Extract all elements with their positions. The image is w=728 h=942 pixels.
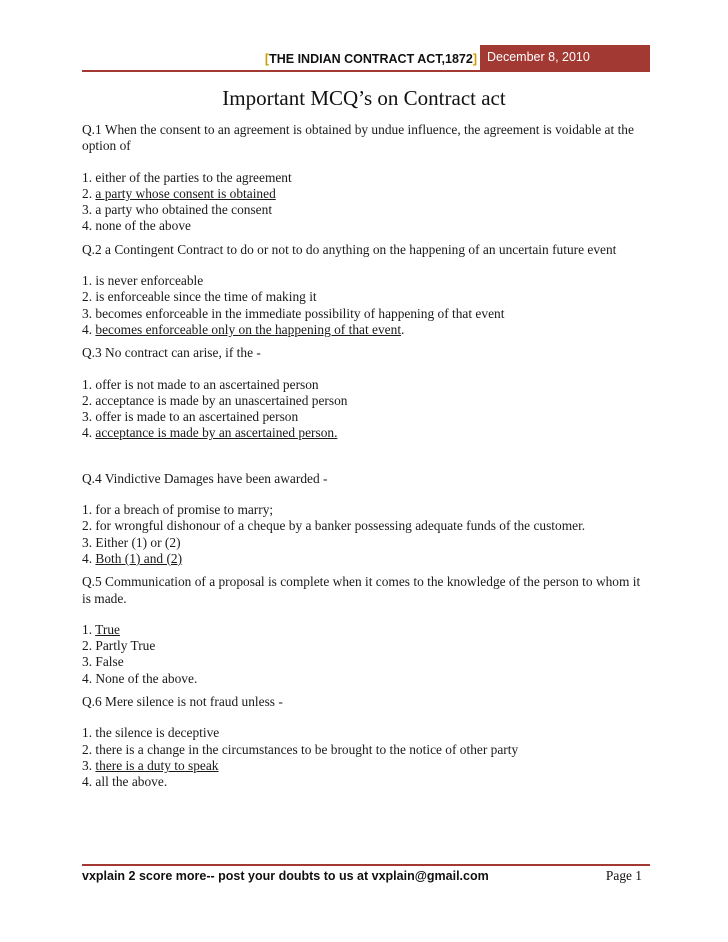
option-answer: 3. there is a duty to speak xyxy=(82,757,219,773)
question-4 xyxy=(82,471,647,567)
question-text: Q.4 Vindictive Damages have been awarded - xyxy=(82,470,328,486)
header-date: December 8, 2010 xyxy=(480,45,650,70)
question-text: Q.1 When the consent to an agreement is obtained by undue influence, the agreement is voidable at the option of xyxy=(82,122,634,154)
footer-rule xyxy=(82,864,650,866)
options-list xyxy=(82,377,647,442)
options-list xyxy=(82,170,647,235)
option: 3. becomes enforceable in the immediate possibility of happening of that event xyxy=(82,305,505,321)
option-answer: 4. Both (1) and (2) xyxy=(82,550,183,566)
header-bracket-close: ] xyxy=(472,52,477,66)
options-list xyxy=(82,725,647,790)
question-1 xyxy=(82,122,647,235)
options-list xyxy=(82,273,647,338)
page-title: Important MCQ’s on Contract act xyxy=(222,86,506,110)
option: 1. the silence is deceptive xyxy=(82,725,220,741)
page-number: Page 1 xyxy=(605,868,642,883)
answer-highlight: Both (1) and (2) xyxy=(95,550,183,566)
option: 3. False xyxy=(82,654,124,670)
option: 4. none of the above xyxy=(82,218,191,234)
option: 1. is never enforceable xyxy=(82,273,204,289)
option: 2. for wrongful dishonour of a cheque by a banker possessing adequate funds of the customer. xyxy=(82,518,586,534)
options-list xyxy=(82,622,647,687)
answer-highlight: there is a duty to speak xyxy=(95,757,219,773)
option: 2. there is a change in the circumstances to be brought to the notice of other party xyxy=(82,741,519,757)
option: 1. offer is not made to an ascertained person xyxy=(82,376,319,392)
answer-highlight: acceptance is made by an ascertained person. xyxy=(95,425,338,441)
answer-highlight: a party whose consent is obtained xyxy=(95,185,276,201)
question-5 xyxy=(82,574,647,687)
question-text: Q.5 Communication of a proposal is complete when it comes to the knowledge of the person to whom it is made. xyxy=(82,574,641,606)
option-answer: 2. a party whose consent is obtained xyxy=(82,185,276,201)
question-text: Q.3 No contract can arise, if the - xyxy=(82,345,261,361)
options-list xyxy=(82,502,647,567)
option: 2. Partly True xyxy=(82,638,156,654)
header-act-title-text: THE INDIAN CONTRACT ACT,1872 xyxy=(269,52,473,66)
footer-note: vxplain 2 score more-- post your doubts to us at vxplain@gmail.com xyxy=(82,869,489,883)
option: 4. None of the above. xyxy=(82,670,198,686)
question-text: Q.2 a Contingent Contract to do or not to do anything on the happening of an uncertain future event xyxy=(82,241,617,257)
option: 1. for a breach of promise to marry; xyxy=(82,502,274,518)
question-text: Q.6 Mere silence is not fraud unless - xyxy=(82,694,283,710)
answer-highlight: becomes enforceable only on the happening of that event xyxy=(95,321,402,337)
answer-highlight: True xyxy=(95,621,120,637)
option-answer: 1. True xyxy=(82,621,120,637)
running-header xyxy=(0,45,728,71)
question-2 xyxy=(82,242,647,338)
question-6 xyxy=(82,694,647,790)
header-rule xyxy=(82,70,650,72)
option: 3. offer is made to an ascertained person xyxy=(82,409,299,425)
option: 2. acceptance is made by an unascertained person xyxy=(82,392,348,408)
header-act-title xyxy=(265,49,477,69)
option: 2. is enforceable since the time of making it xyxy=(82,289,317,305)
option-answer: 4. becomes enforceable only on the happening of that event. xyxy=(82,321,405,337)
option: 4. all the above. xyxy=(82,774,168,790)
option: 3. Either (1) or (2) xyxy=(82,534,181,550)
question-3 xyxy=(82,345,647,441)
mcq-content xyxy=(82,122,647,791)
option-answer: 4. acceptance is made by an ascertained person. xyxy=(82,425,338,441)
header-bracket-open: [ xyxy=(264,52,270,66)
option: 3. a party who obtained the consent xyxy=(82,202,273,218)
option: 1. either of the parties to the agreement xyxy=(82,169,292,185)
